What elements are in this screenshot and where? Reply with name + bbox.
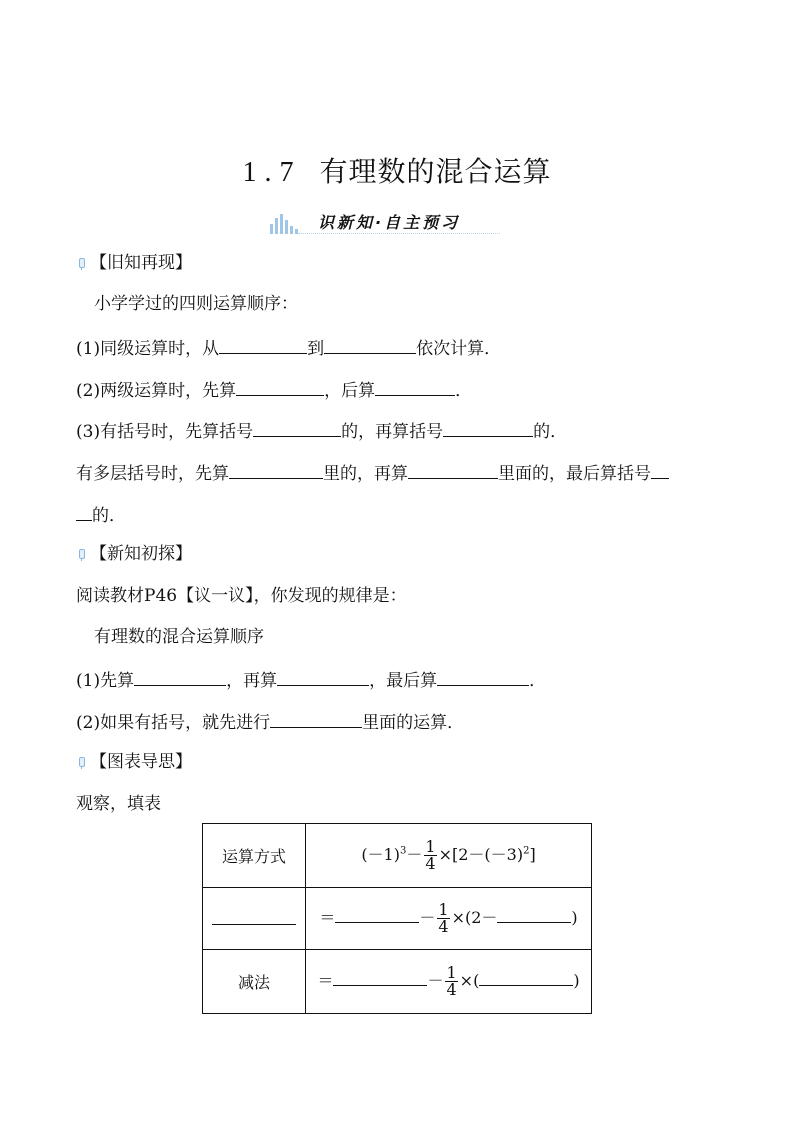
section-heading-old: 【旧知再现】: [76, 251, 192, 275]
fill-blank[interactable]: [375, 377, 455, 396]
fill-blank[interactable]: [277, 667, 369, 686]
fill-blank[interactable]: [497, 906, 571, 923]
fill-blank[interactable]: [134, 667, 226, 686]
expression-cell: ＝ － $\frac{1}{4}$ ×( ): [306, 950, 592, 1014]
expression-cell: ＝ － $\frac{1}{4}$ ×(2－ ): [306, 888, 592, 950]
fill-blank[interactable]: [270, 709, 362, 728]
text-line: 有理数的混合运算顺序: [94, 627, 264, 647]
fill-blank[interactable]: [324, 335, 416, 354]
fill-blank[interactable]: [219, 335, 307, 354]
text-line: 有多层括号时，先算 里的，再算 里面的，最后算括号: [76, 460, 669, 486]
text-line: (2)两级运算时，先算 ，后算 ．: [76, 377, 472, 403]
text-line: (1)先算 ，再算 ，最后算 ．: [76, 667, 546, 693]
text-line: 小学学过的四则运算顺序：: [94, 294, 298, 314]
fill-blank[interactable]: [443, 418, 533, 437]
bar-graphic-icon: [268, 212, 308, 234]
operation-table: [202, 823, 592, 1014]
section-heading-new: 【新知初探】: [76, 542, 192, 566]
text-line: 阅读教材P46【议一议】，你发现的规律是：: [76, 586, 407, 606]
fraction: $\frac{1}{4}$: [438, 900, 449, 936]
section-banner: [268, 208, 500, 236]
fill-blank[interactable]: [236, 377, 324, 396]
page-title: [0, 150, 794, 190]
fill-blank[interactable]: [229, 460, 323, 479]
pin-icon: [76, 547, 88, 561]
section-heading-chart: 【图表导思】: [76, 750, 192, 774]
text-line: 观察，填表: [76, 794, 161, 814]
fill-blank[interactable]: [335, 906, 419, 923]
text-line: (2)如果有括号，就先进行 里面的运算．: [76, 709, 464, 735]
fill-blank[interactable]: [437, 667, 529, 686]
expression-cell: $(-1)^3-$ $\frac{1}{4}$ $\times[2-(-3)^2]$: [306, 824, 592, 888]
fill-blank[interactable]: [651, 460, 669, 479]
fill-blank[interactable]: [479, 969, 573, 986]
table-row: [203, 950, 592, 1014]
table-cell: 减法: [203, 950, 306, 1014]
table-cell: [203, 888, 306, 950]
text-line: 的．: [76, 502, 126, 528]
table-row: [203, 824, 592, 888]
fill-blank[interactable]: [76, 502, 92, 521]
table-row: [203, 888, 592, 950]
text-line: (1)同级运算时，从 到 依次计算．: [76, 335, 501, 361]
fraction: $\frac{1}{4}$: [425, 837, 436, 873]
banner-underline: [298, 233, 500, 234]
title-text: 有理数的混合运算: [319, 155, 552, 188]
table-cell: 运算方式: [203, 824, 306, 888]
pin-icon: [76, 755, 88, 769]
fill-blank[interactable]: [212, 908, 296, 925]
banner-text: 识新知·自主预习: [318, 213, 461, 232]
section-number: 1.7: [242, 157, 302, 188]
fraction: $\frac{1}{4}$: [446, 963, 457, 999]
fill-blank[interactable]: [333, 969, 427, 986]
text-line: (3)有括号时，先算括号 的，再算括号 的．: [76, 418, 567, 444]
fill-blank[interactable]: [253, 418, 341, 437]
pin-icon: [76, 256, 88, 270]
fill-blank[interactable]: [408, 460, 498, 479]
